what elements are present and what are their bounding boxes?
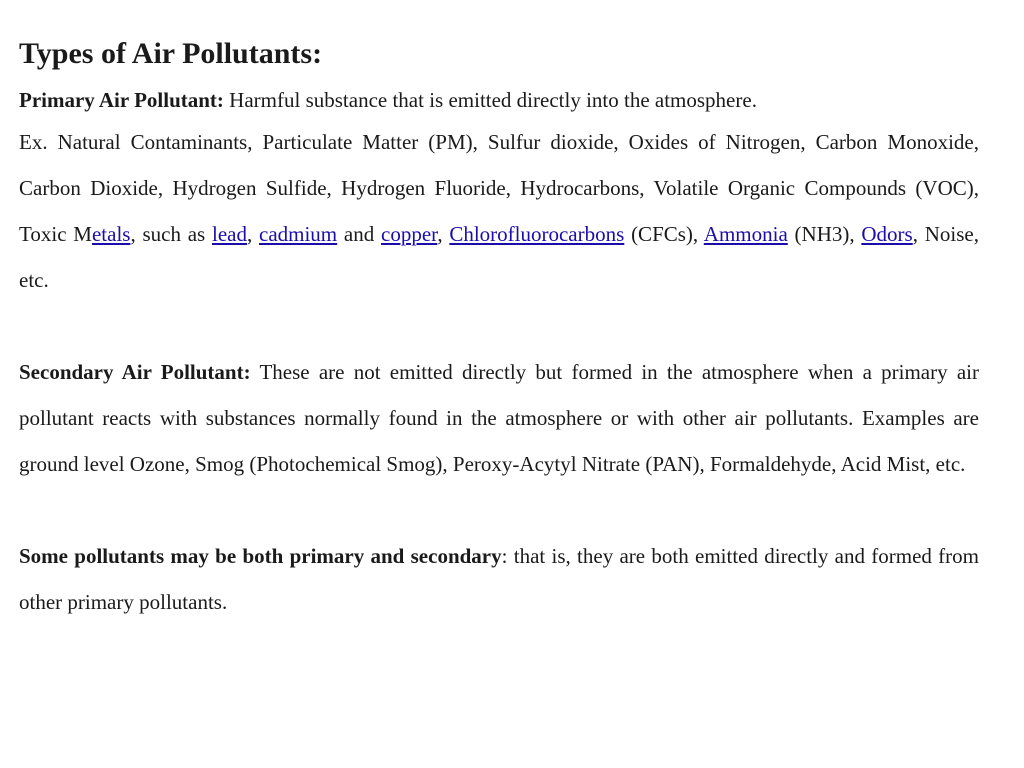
primary-definition-text: Harmful substance that is emitted directly into the atmosphere. <box>223 88 757 112</box>
secondary-paragraph <box>19 349 979 487</box>
link-ammonia[interactable]: Ammonia <box>703 222 788 246</box>
link-odors[interactable]: Odors <box>861 222 913 246</box>
text-comma: , <box>246 222 259 246</box>
link-cadmium[interactable]: cadmium <box>259 222 338 246</box>
spacer <box>19 487 979 533</box>
text-nh3: (NH3), <box>787 222 862 246</box>
secondary-text: These are not emitted directly but formed in the atmosphere when a primary air pollutant reacts with substances normally found in the atmosphere or with other air pollutants. Examples are ground level Ozone, Smog (Photochemical Smog), Peroxy-Acytyl Nitrate (PAN), Formaldehyde, Acid Mist, etc. <box>19 360 980 476</box>
text-comma: , <box>437 222 450 246</box>
text-noise-etc: , Noise, etc. <box>19 222 979 292</box>
link-metals[interactable]: etals <box>91 222 131 246</box>
link-lead[interactable]: lead <box>212 222 247 246</box>
text-and: and <box>337 222 382 246</box>
link-chlorofluorocarbons[interactable]: Chlorofluorocarbons <box>449 222 625 246</box>
text-cfcs: (CFCs), <box>624 222 704 246</box>
both-label: Some pollutants may be both primary and secondary <box>19 544 502 568</box>
both-text: : that is, they are both emitted directly and formed from other primary pollutants. <box>19 544 980 614</box>
both-paragraph <box>19 533 979 625</box>
text-such-as: , such as <box>130 222 212 246</box>
primary-label: Primary Air Pollutant: <box>19 88 224 112</box>
primary-examples <box>19 119 979 303</box>
link-copper[interactable]: copper <box>381 222 438 246</box>
spacer <box>19 303 979 349</box>
page-title: Types of Air Pollutants: <box>19 37 323 70</box>
secondary-label: Secondary Air Pollutant: <box>19 360 251 384</box>
primary-examples-text: Ex. Natural Contaminants, Particulate Matter (PM), Sulfur dioxide, Oxides of Nitrogen, Carbon Monoxide, Carbon Dioxide, Hydrogen Sulfide, Hydrogen Fluoride, Hydrocarbons, Volatile Organic Compounds (VOC), Toxic M <box>19 130 979 246</box>
primary-definition <box>19 86 979 114</box>
